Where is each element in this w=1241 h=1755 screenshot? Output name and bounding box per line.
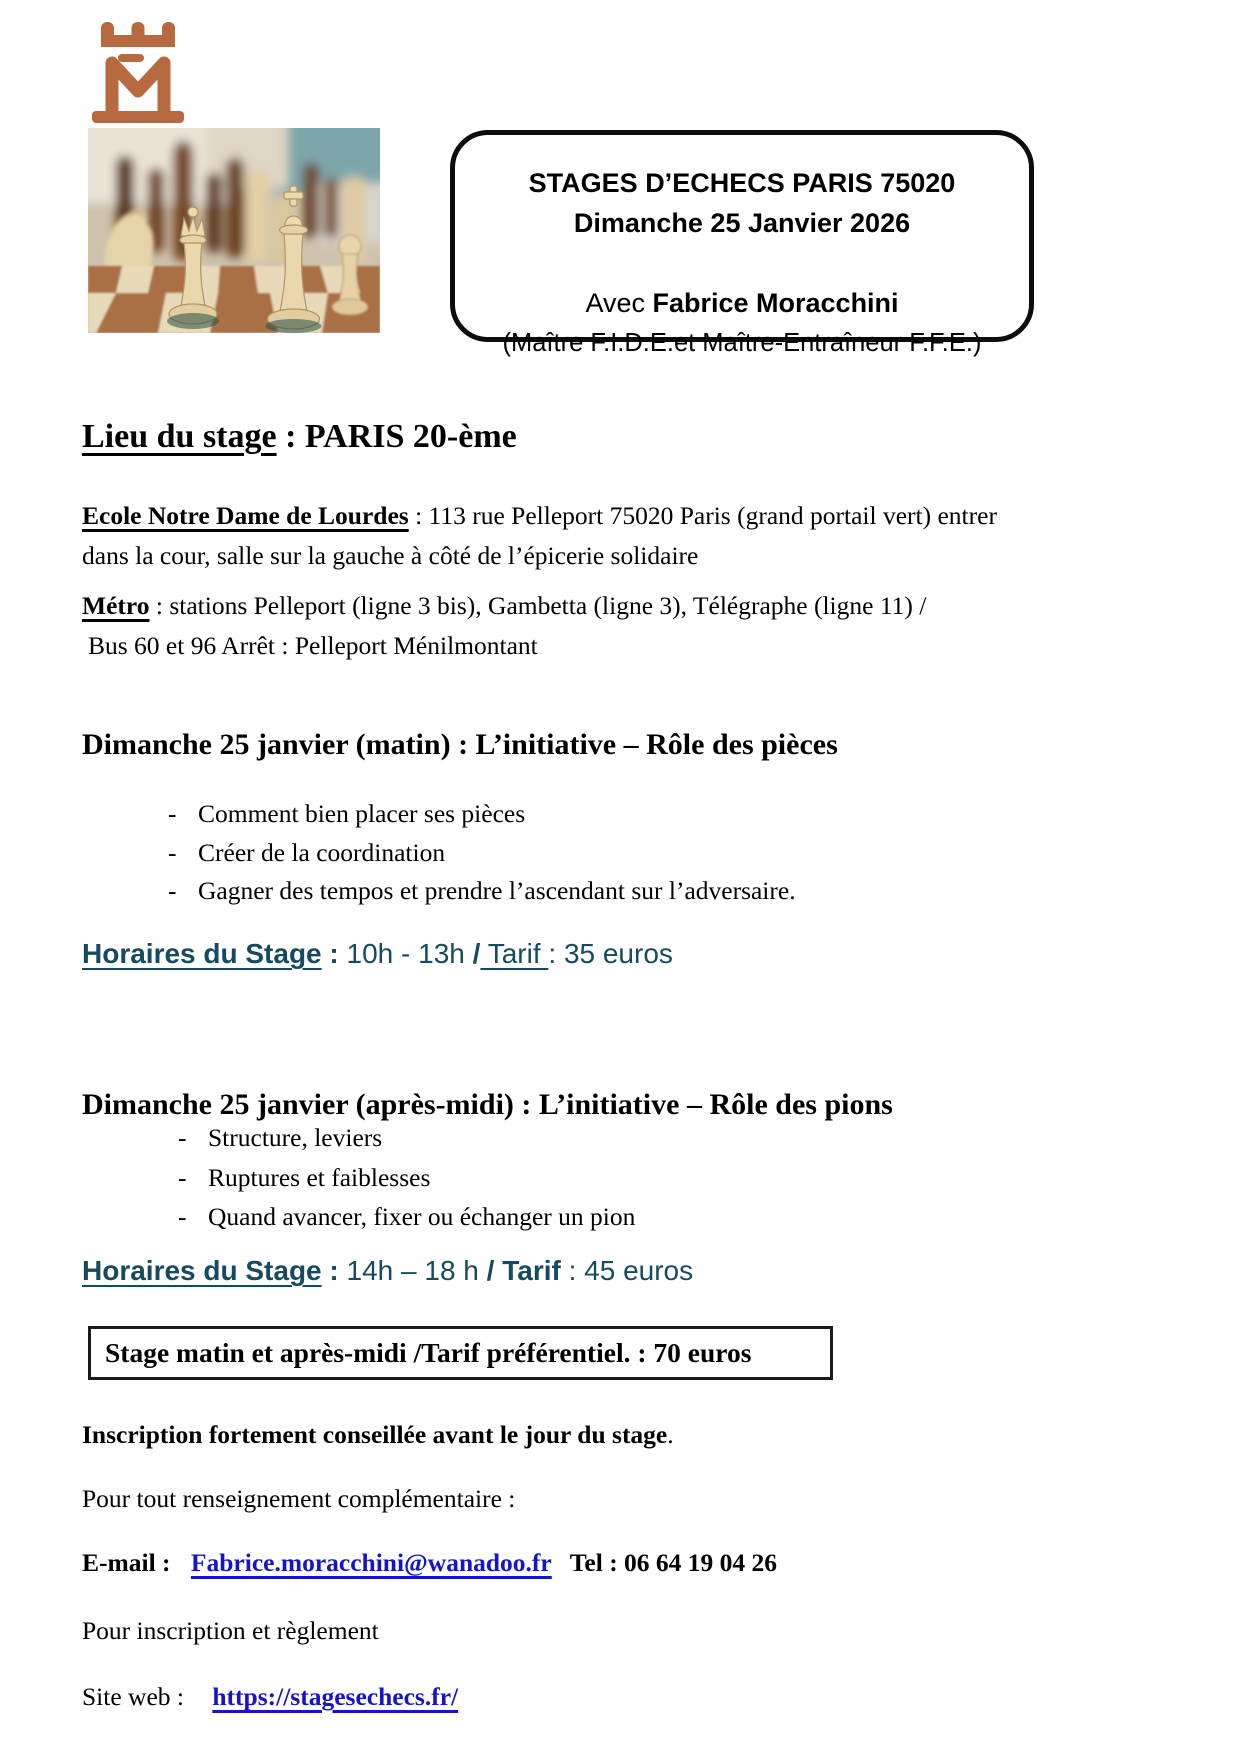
morning-session-heading: Dimanche 25 janvier (matin) : L’initiative – Rôle des pièces <box>82 728 838 761</box>
list-item <box>168 795 796 834</box>
metro-label: Métro <box>82 591 150 620</box>
bullet-text: Comment bien placer ses pièces <box>198 799 526 828</box>
list-item <box>178 1197 635 1237</box>
flyer-title-line1: STAGES D’ECHECS PARIS 75020 <box>528 168 956 198</box>
chess-pieces-photo <box>88 128 380 333</box>
inscription-period: . <box>667 1420 674 1449</box>
metro-details: : stations Pelleport (ligne 3 bis), Gambetta (ligne 3), Télégraphe (ligne 11) / <box>149 591 927 620</box>
school-label: Ecole Notre Dame de Lourdes <box>82 501 409 530</box>
email-link[interactable]: Fabrice.moracchini@wanadoo.fr <box>190 1548 552 1577</box>
preferred-tariff-text: Stage matin et après-midi /Tarif préférentiel. : 70 euros <box>105 1337 752 1368</box>
school-paragraph <box>82 496 1034 576</box>
tarif-label: Tarif <box>480 938 549 969</box>
bullet-text: Ruptures et faiblesses <box>208 1162 431 1192</box>
afternoon-session-heading: Dimanche 25 janvier (après-midi) : L’initiative – Rôle des pions <box>82 1088 893 1121</box>
bullet-text: Quand avancer, fixer ou échanger un pion <box>208 1202 636 1231</box>
tarif-value: 45 euros <box>584 1255 694 1286</box>
hours-colon: : <box>321 938 347 969</box>
school-details: : 113 rue Pelleport 75020 Paris (grand portail vert) entrer dans la cour, salle sur la gauche à côté de l’épicerie solidaire <box>82 501 997 570</box>
bus-details: Bus 60 et 96 Arrêt : Pelleport Ménilmontant <box>88 631 538 660</box>
bullet-text: Structure, leviers <box>208 1123 383 1152</box>
instructor-line <box>585 283 898 323</box>
with-prefix: Avec <box>585 288 653 318</box>
bullet-dash: - <box>168 876 177 905</box>
bullet-text: Gagner des tempos et prendre l’ascendant sur l’adversaire. <box>198 876 796 905</box>
bullet-dash: - <box>168 837 177 867</box>
hours-label: Horaires du Stage <box>82 1255 322 1286</box>
hours-value: 14h – 18 h <box>346 1255 487 1286</box>
tarif-colon: : <box>560 1255 585 1286</box>
slash-tarif-label: / Tarif <box>486 1255 561 1286</box>
reglement-line: Pour inscription et règlement <box>82 1616 379 1645</box>
list-item <box>178 1118 635 1158</box>
siteweb-line <box>82 1682 458 1712</box>
afternoon-hours-line <box>82 1255 693 1287</box>
instructor-name: Fabrice Moracchini <box>652 288 899 318</box>
location-heading-label: Lieu du stage <box>82 418 277 455</box>
header-box <box>450 130 1034 357</box>
email-label: E-mail : <box>82 1548 177 1577</box>
tarif-value: 35 euros <box>563 938 673 969</box>
inscription-notice <box>82 1420 674 1450</box>
phone-number: Tel : 06 64 19 04 26 <box>569 1548 778 1577</box>
list-item <box>178 1158 635 1198</box>
flyer-title-line2: Dimanche 25 Janvier 2026 <box>573 208 911 238</box>
bullet-text: Créer de la coordination <box>198 837 446 867</box>
afternoon-bullet-list <box>178 1118 635 1237</box>
list-item <box>168 872 796 911</box>
siteweb-label: Site web : <box>82 1682 191 1711</box>
bullet-dash: - <box>178 1162 187 1192</box>
hours-label: Horaires du Stage <box>82 938 322 969</box>
contact-line <box>82 1548 777 1578</box>
inscription-bold: Inscription fortement conseillée avant le jour du stage <box>82 1420 668 1449</box>
location-heading <box>82 418 517 456</box>
morning-hours-line <box>82 938 673 970</box>
list-item <box>168 834 796 873</box>
bullet-dash: - <box>168 799 177 828</box>
website-link[interactable]: https://stagesechecs.fr/ <box>212 1682 459 1711</box>
hours-value: 10h - 13h <box>346 938 473 969</box>
bullet-dash: - <box>178 1202 187 1231</box>
morning-bullet-list <box>168 795 796 911</box>
metro-paragraph <box>82 586 1034 666</box>
tarif-colon: : <box>548 938 564 969</box>
renseignement-line: Pour tout renseignement complémentaire : <box>82 1484 516 1513</box>
slash: / <box>472 938 481 969</box>
preferred-tariff-box <box>88 1326 833 1380</box>
hours-colon: : <box>321 1255 347 1286</box>
location-heading-value: : PARIS 20-ème <box>276 418 517 455</box>
chess-rook-m-logo-icon <box>88 20 188 124</box>
instructor-titles: (Maître F.I.D.E.et Maître-Entraîneur F.F.E.) <box>502 329 982 357</box>
bullet-dash: - <box>178 1123 187 1152</box>
